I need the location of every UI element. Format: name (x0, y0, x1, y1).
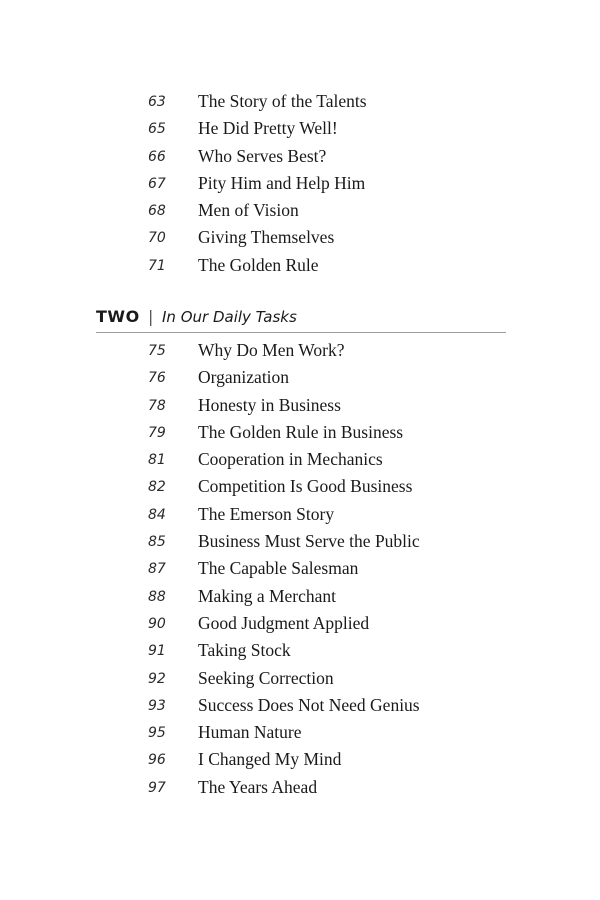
toc-entry[interactable] (0, 339, 600, 366)
part-number: TWO (96, 307, 140, 326)
toc-entry[interactable] (0, 667, 600, 694)
toc-chapter-title: He Did Pretty Well! (198, 118, 338, 139)
toc-page-number: 95 (148, 725, 166, 742)
toc-chapter-title: I Changed My Mind (198, 749, 342, 770)
toc-chapter-title: The Golden Rule (198, 254, 319, 275)
toc-entry[interactable] (0, 721, 600, 748)
toc-chapter-title: Seeking Correction (198, 667, 334, 688)
toc-entry[interactable] (0, 448, 600, 475)
toc-page-number: 88 (148, 588, 166, 605)
toc-chapter-title: Success Does Not Need Genius (198, 694, 420, 715)
toc-entry[interactable] (0, 612, 600, 639)
toc-page-number: 71 (148, 257, 166, 274)
toc-page-number: 84 (148, 506, 166, 523)
toc-chapter-title: Honesty in Business (198, 394, 341, 415)
toc-page-number: 81 (148, 452, 166, 469)
toc-page-number: 97 (148, 779, 166, 796)
toc-entry[interactable] (0, 366, 600, 393)
toc-entry[interactable] (0, 748, 600, 775)
toc-page-number: 76 (148, 370, 166, 387)
toc-page-number: 70 (148, 230, 166, 247)
toc-entry[interactable] (0, 585, 600, 612)
toc-page-number: 93 (148, 697, 166, 714)
toc-page-number: 92 (148, 670, 166, 687)
toc-chapter-title: The Capable Salesman (198, 558, 359, 579)
toc-entry[interactable] (0, 394, 600, 421)
toc-entry[interactable] (0, 117, 600, 144)
toc-chapter-title: Pity Him and Help Him (198, 172, 366, 193)
toc-chapter-title: Why Do Men Work? (198, 340, 345, 360)
toc-page-number: 66 (148, 148, 166, 165)
part-separator: | (148, 307, 154, 326)
toc-chapter-title: The Years Ahead (198, 776, 318, 797)
toc-chapter-title: Good Judgment Applied (198, 612, 370, 633)
toc-chapter-title: The Emerson Story (198, 503, 335, 524)
toc-page-number: 75 (148, 343, 166, 359)
toc-section-one (0, 90, 600, 281)
toc-page-number: 79 (148, 424, 166, 441)
toc-chapter-title: Who Serves Best? (198, 145, 327, 166)
toc-page-number: 68 (148, 203, 166, 220)
toc-chapter-title: Cooperation in Mechanics (198, 449, 383, 470)
toc-entry[interactable] (0, 475, 600, 502)
toc-chapter-title: Giving Themselves (198, 227, 335, 248)
toc-page-number: 78 (148, 397, 166, 414)
toc-entry[interactable] (0, 694, 600, 721)
toc-chapter-title: Organization (198, 367, 290, 388)
toc-entry[interactable] (0, 254, 600, 281)
part-title: In Our Daily Tasks (162, 308, 297, 326)
toc-chapter-title: Taking Stock (198, 640, 291, 661)
toc-chapter-title: Making a Merchant (198, 585, 337, 606)
toc-entry[interactable] (0, 90, 600, 117)
toc-chapter-title: Human Nature (198, 722, 302, 743)
toc-entry[interactable] (0, 421, 600, 448)
toc-page-number: 63 (148, 94, 166, 110)
toc-page-number: 96 (148, 752, 166, 769)
toc-entry[interactable] (0, 503, 600, 530)
toc-page-number: 90 (148, 615, 166, 632)
toc-entry[interactable] (0, 199, 600, 226)
toc-page-number: 87 (148, 561, 166, 578)
toc-chapter-title: Competition Is Good Business (198, 476, 413, 497)
toc-page-number: 91 (148, 643, 166, 660)
toc-chapter-title: The Story of the Talents (198, 91, 367, 111)
toc-page-number: 65 (148, 121, 166, 138)
toc-page-number: 82 (148, 479, 166, 496)
toc-chapter-title: Business Must Serve the Public (198, 531, 420, 552)
toc-entry[interactable] (0, 530, 600, 557)
toc-entry[interactable] (0, 226, 600, 253)
toc-page-number: 85 (148, 534, 166, 551)
part-header (96, 306, 506, 333)
toc-entry[interactable] (0, 557, 600, 584)
toc-entry[interactable] (0, 639, 600, 666)
toc-entry[interactable] (0, 145, 600, 172)
toc-chapter-title: The Golden Rule in Business (198, 421, 404, 442)
toc-section-two (0, 339, 600, 803)
toc-chapter-title: Men of Vision (198, 200, 299, 221)
toc-page-number: 67 (148, 175, 166, 192)
toc-entry[interactable] (0, 172, 600, 199)
toc-entry[interactable] (0, 776, 600, 803)
